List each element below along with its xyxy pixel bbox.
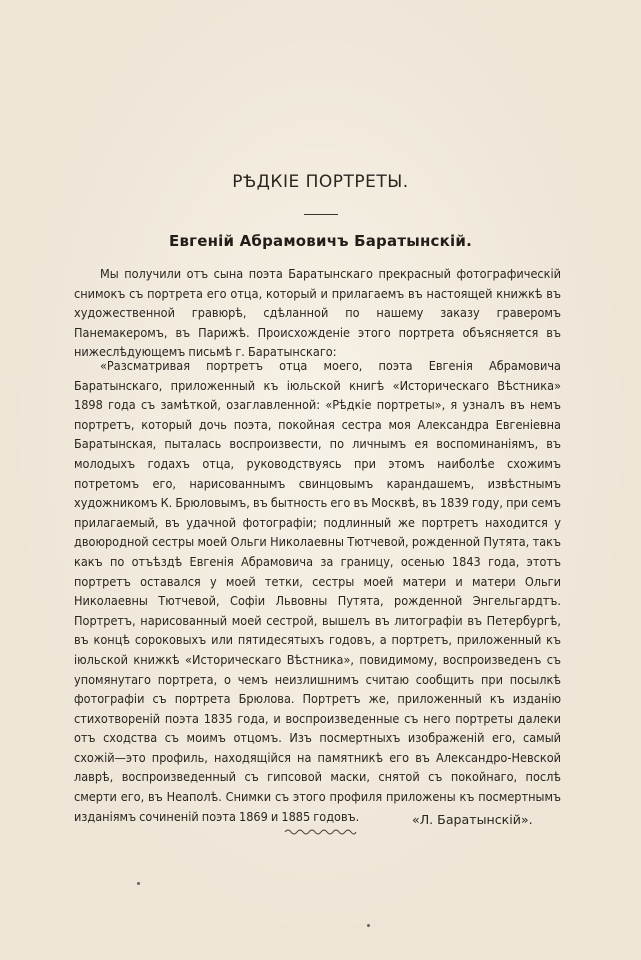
page-speck bbox=[137, 882, 140, 885]
title-divider bbox=[304, 214, 338, 215]
page-speck bbox=[367, 924, 370, 927]
article-title: Евгеній Абрамовичъ Баратынскій. bbox=[169, 232, 472, 250]
paragraph-letter: «Разсматривая портретъ отца моего, поэта Евгенія Абрамовича Баратынскаго, приложенный къ іюльской книгѣ «Историческаго Вѣстника» 1898 года съ замѣткой, озаглавленной: «Рѣдкіе портреты», я узналъ въ немъ портретъ, который дочь поэта, покойная сестра моя Александра Евгеніевна Баратынская, пыталась воспроизвести, по личнымъ ея воспоминаніямъ, въ молодыхъ годахъ отца, руководствуясь при этомъ наиболѣе схожимъ потретомъ его, нарисованнымъ свинцовымъ карандашемъ, извѣстнымъ художникомъ К. Брюловымъ, въ бытность его въ Москвѣ, въ 1839 году, при семъ прилагаемый, въ удачной фотографіи; подлинный же портретъ находится у двоюродной сестры моей Ольги Николаевны Тютчевой, рожденной Путята, такъ какъ по отъѣздѣ Евгенія Абрамовича за границу, осенью 1843 года, этотъ портретъ оставался у моей тетки, сестры моей матери и матери Ольги Николаевны Тютчевой, Софіи Львовны Путята, рожденной Энгельгардтъ. Портретъ, нарисованный моей сестрой, вышелъ въ литографіи въ Петербургѣ, въ концѣ сороковыхъ или пятидесятыхъ годовъ, а портретъ, приложенный къ іюльской книжкѣ «Историческаго Вѣстника», повидимому, воспроизведенъ съ упомянутаго портрета, о чемъ неизлишнимъ считаю сообщить при посылкѣ фотографіи съ портрета Брюлова. Портретъ же, приложенный къ изданію стихотвореній поэта 1835 года, и воспроизведенные съ него портреты далеки отъ сходства съ моимъ отцомъ. Изъ посмертныхъ изображеній его, самый схожій—это профиль, находящійся на памятникѣ его въ Александро-Невской лаврѣ, воспроизведенный съ гипсовой маски, снятой съ покойнаго, послѣ смерти его, въ Неаполѣ. Снимки съ этого профиля приложены къ посмертнымъ изданіямъ сочиненій поэта 1869 и 1885 годовъ. bbox=[74, 358, 561, 824]
paragraph-intro: Мы получили отъ сына поэта Баратынскаго прекрасный фотографическій снимокъ съ портрета его отца, который и прилагаемъ въ настоящей книжкѣ въ художественной гравюрѣ, сдѣланной по нашему заказу граверомъ Панемакеромъ, въ Парижѣ. Происхожденіе этого портрета объясняется въ нижеслѣдующемъ письмѣ г. Баратынскаго: bbox=[74, 266, 561, 360]
section-title: РѢДКІЕ ПОРТРЕТЫ. bbox=[232, 172, 409, 192]
wavy-divider-ornament-icon bbox=[283, 826, 358, 838]
letter-signature: «Л. Баратынскій». bbox=[412, 812, 533, 827]
